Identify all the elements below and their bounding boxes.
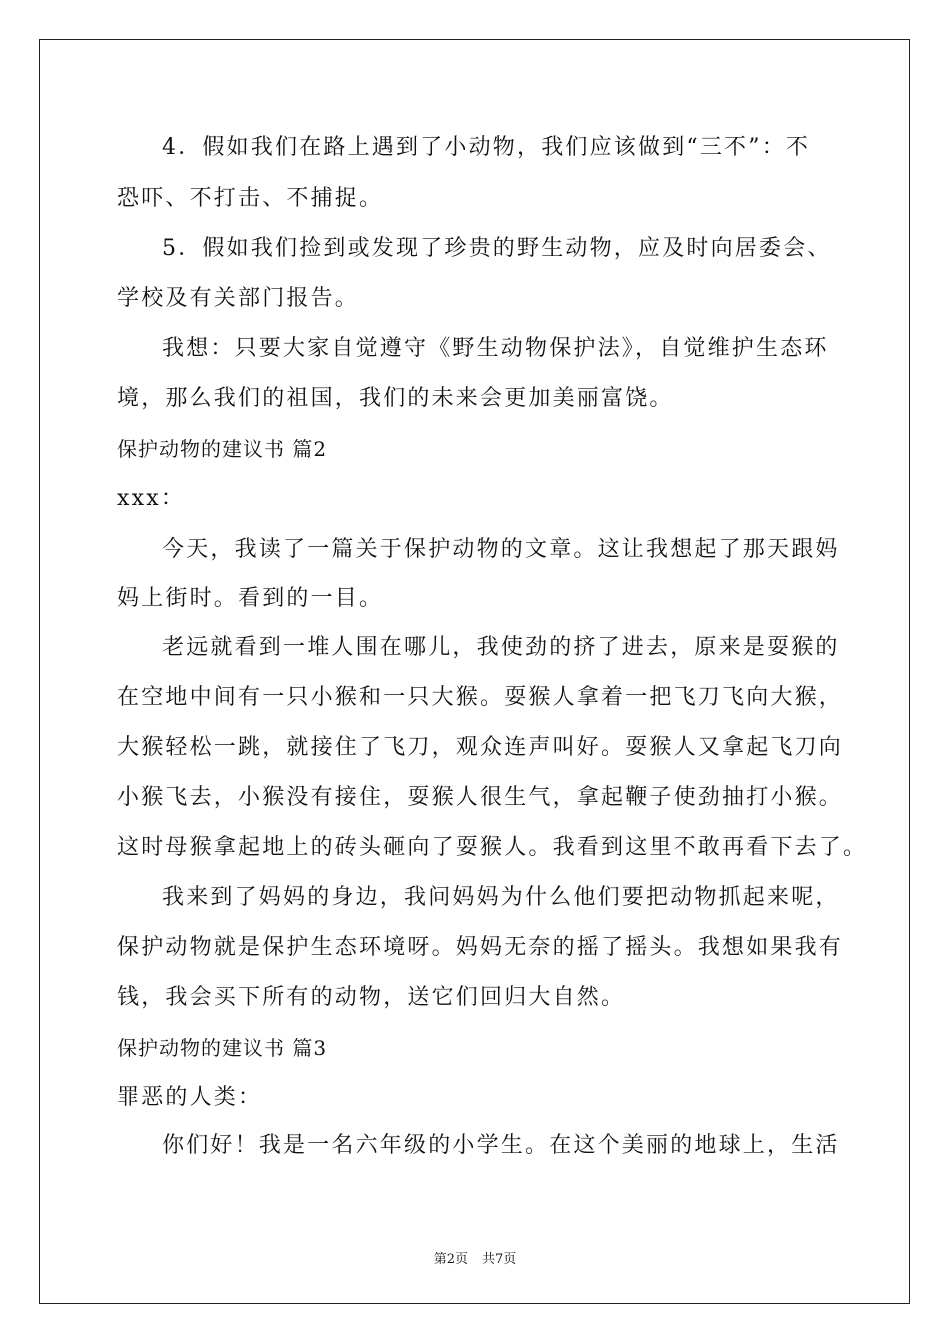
paragraph-line: 恐吓、不打击、不捕捉。	[117, 186, 384, 211]
page-number-total: 共7页	[482, 1252, 517, 1267]
paragraph-line: 你们好！我是一名六年级的小学生。在这个美丽的地球上，生活	[162, 1133, 840, 1158]
paragraph-line: 学校及有关部门报告。	[117, 286, 360, 311]
section-heading: 保护动物的建议书 篇3	[117, 1036, 328, 1060]
paragraph-line: 今天，我读了一篇关于保护动物的文章。这让我想起了那天跟妈	[162, 537, 840, 562]
page-number-current: 第2页	[433, 1252, 468, 1267]
page-footer	[0, 1248, 950, 1267]
paragraph-line: 4．假如我们在路上遇到了小动物，我们应该做到“三不”：不	[162, 135, 811, 160]
paragraph-line: 这时母猴拿起地上的砖头砸向了耍猴人。我看到这里不敢再看下去了。	[117, 835, 868, 860]
salutation: 罪恶的人类：	[117, 1085, 263, 1110]
paragraph-line: 妈上街时。看到的一目。	[117, 586, 384, 611]
salutation: xxx：	[117, 486, 186, 511]
paragraph-line: 老远就看到一堆人围在哪儿，我使劲的挤了进去，原来是耍猴的	[162, 635, 840, 660]
paragraph-line: 我来到了妈妈的身边，我问妈妈为什么他们要把动物抓起来呢，	[162, 885, 840, 910]
paragraph-line: 5．假如我们捡到或发现了珍贵的野生动物，应及时向居委会、	[162, 236, 832, 261]
paragraph-line: 在空地中间有一只小猴和一只大猴。耍猴人拿着一把飞刀飞向大猴，	[117, 685, 844, 710]
paragraph-line: 我想：只要大家自觉遵守《野生动物保护法》，自觉维护生态环	[162, 336, 829, 361]
paragraph-line: 小猴飞去，小猴没有接住，耍猴人很生气，拿起鞭子使劲抽打小猴。	[117, 785, 844, 810]
paragraph-line: 保护动物就是保护生态环境呀。妈妈无奈的摇了摇头。我想如果我有	[117, 935, 844, 960]
paragraph-line: 境，那么我们的祖国，我们的未来会更加美丽富饶。	[117, 386, 674, 411]
paragraph-line: 钱，我会买下所有的动物，送它们回归大自然。	[117, 985, 626, 1010]
page-border	[39, 39, 910, 1304]
section-heading: 保护动物的建议书 篇2	[117, 437, 328, 461]
paragraph-line: 大猴轻松一跳，就接住了飞刀，观众连声叫好。耍猴人又拿起飞刀向	[117, 735, 844, 760]
